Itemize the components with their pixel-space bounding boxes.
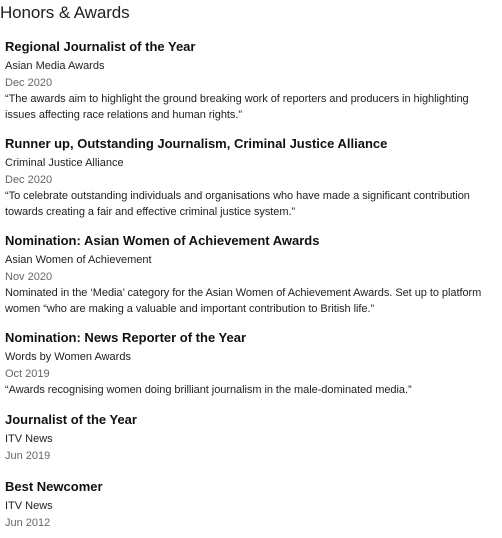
award-issuer: Criminal Justice Alliance [5, 157, 124, 169]
award-date: Oct 2019 [5, 368, 50, 380]
award-item [5, 39, 500, 123]
award-issuer: Asian Media Awards [5, 60, 105, 72]
award-date: Dec 2020 [5, 174, 53, 186]
award-date: Nov 2020 [5, 271, 53, 283]
award-title: Best Newcomer [5, 479, 103, 494]
award-issuer: ITV News [5, 433, 53, 445]
award-description: “Awards recognising women doing brilliant journalism in the male-dominated media.” [5, 384, 412, 396]
award-issuer: ITV News [5, 500, 53, 512]
award-item [5, 233, 500, 317]
award-title: Nomination: Asian Women of Achievement Awards [5, 233, 320, 248]
award-issuer: Words by Women Awards [5, 351, 131, 363]
award-item [5, 330, 500, 398]
award-item [5, 412, 500, 463]
award-title: Regional Journalist of the Year [5, 39, 196, 54]
section-title: Honors & Awards [0, 3, 130, 22]
award-description: “The awards aim to highlight the ground breaking work of reporters and producers in highlighting issues affecting race relations and human rights.” [5, 93, 469, 121]
award-date: Jun 2012 [5, 517, 51, 529]
award-title: Journalist of the Year [5, 412, 137, 427]
award-title: Nomination: News Reporter of the Year [5, 330, 247, 345]
award-item [5, 479, 500, 530]
award-item [5, 136, 500, 220]
award-date: Dec 2020 [5, 77, 53, 89]
award-description: Nominated in the ‘Media’ category for the Asian Women of Achievement Awards. Set up to platform women “who are making a valuable and important contribution to British life.” [5, 287, 482, 315]
award-description: “To celebrate outstanding individuals and organisations who have made a significant contribution towards creating a fair and effective criminal justice system.” [5, 190, 470, 218]
award-issuer: Asian Women of Achievement [5, 254, 152, 266]
award-date: Jun 2019 [5, 450, 51, 462]
award-title: Runner up, Outstanding Journalism, Criminal Justice Alliance [5, 136, 388, 151]
